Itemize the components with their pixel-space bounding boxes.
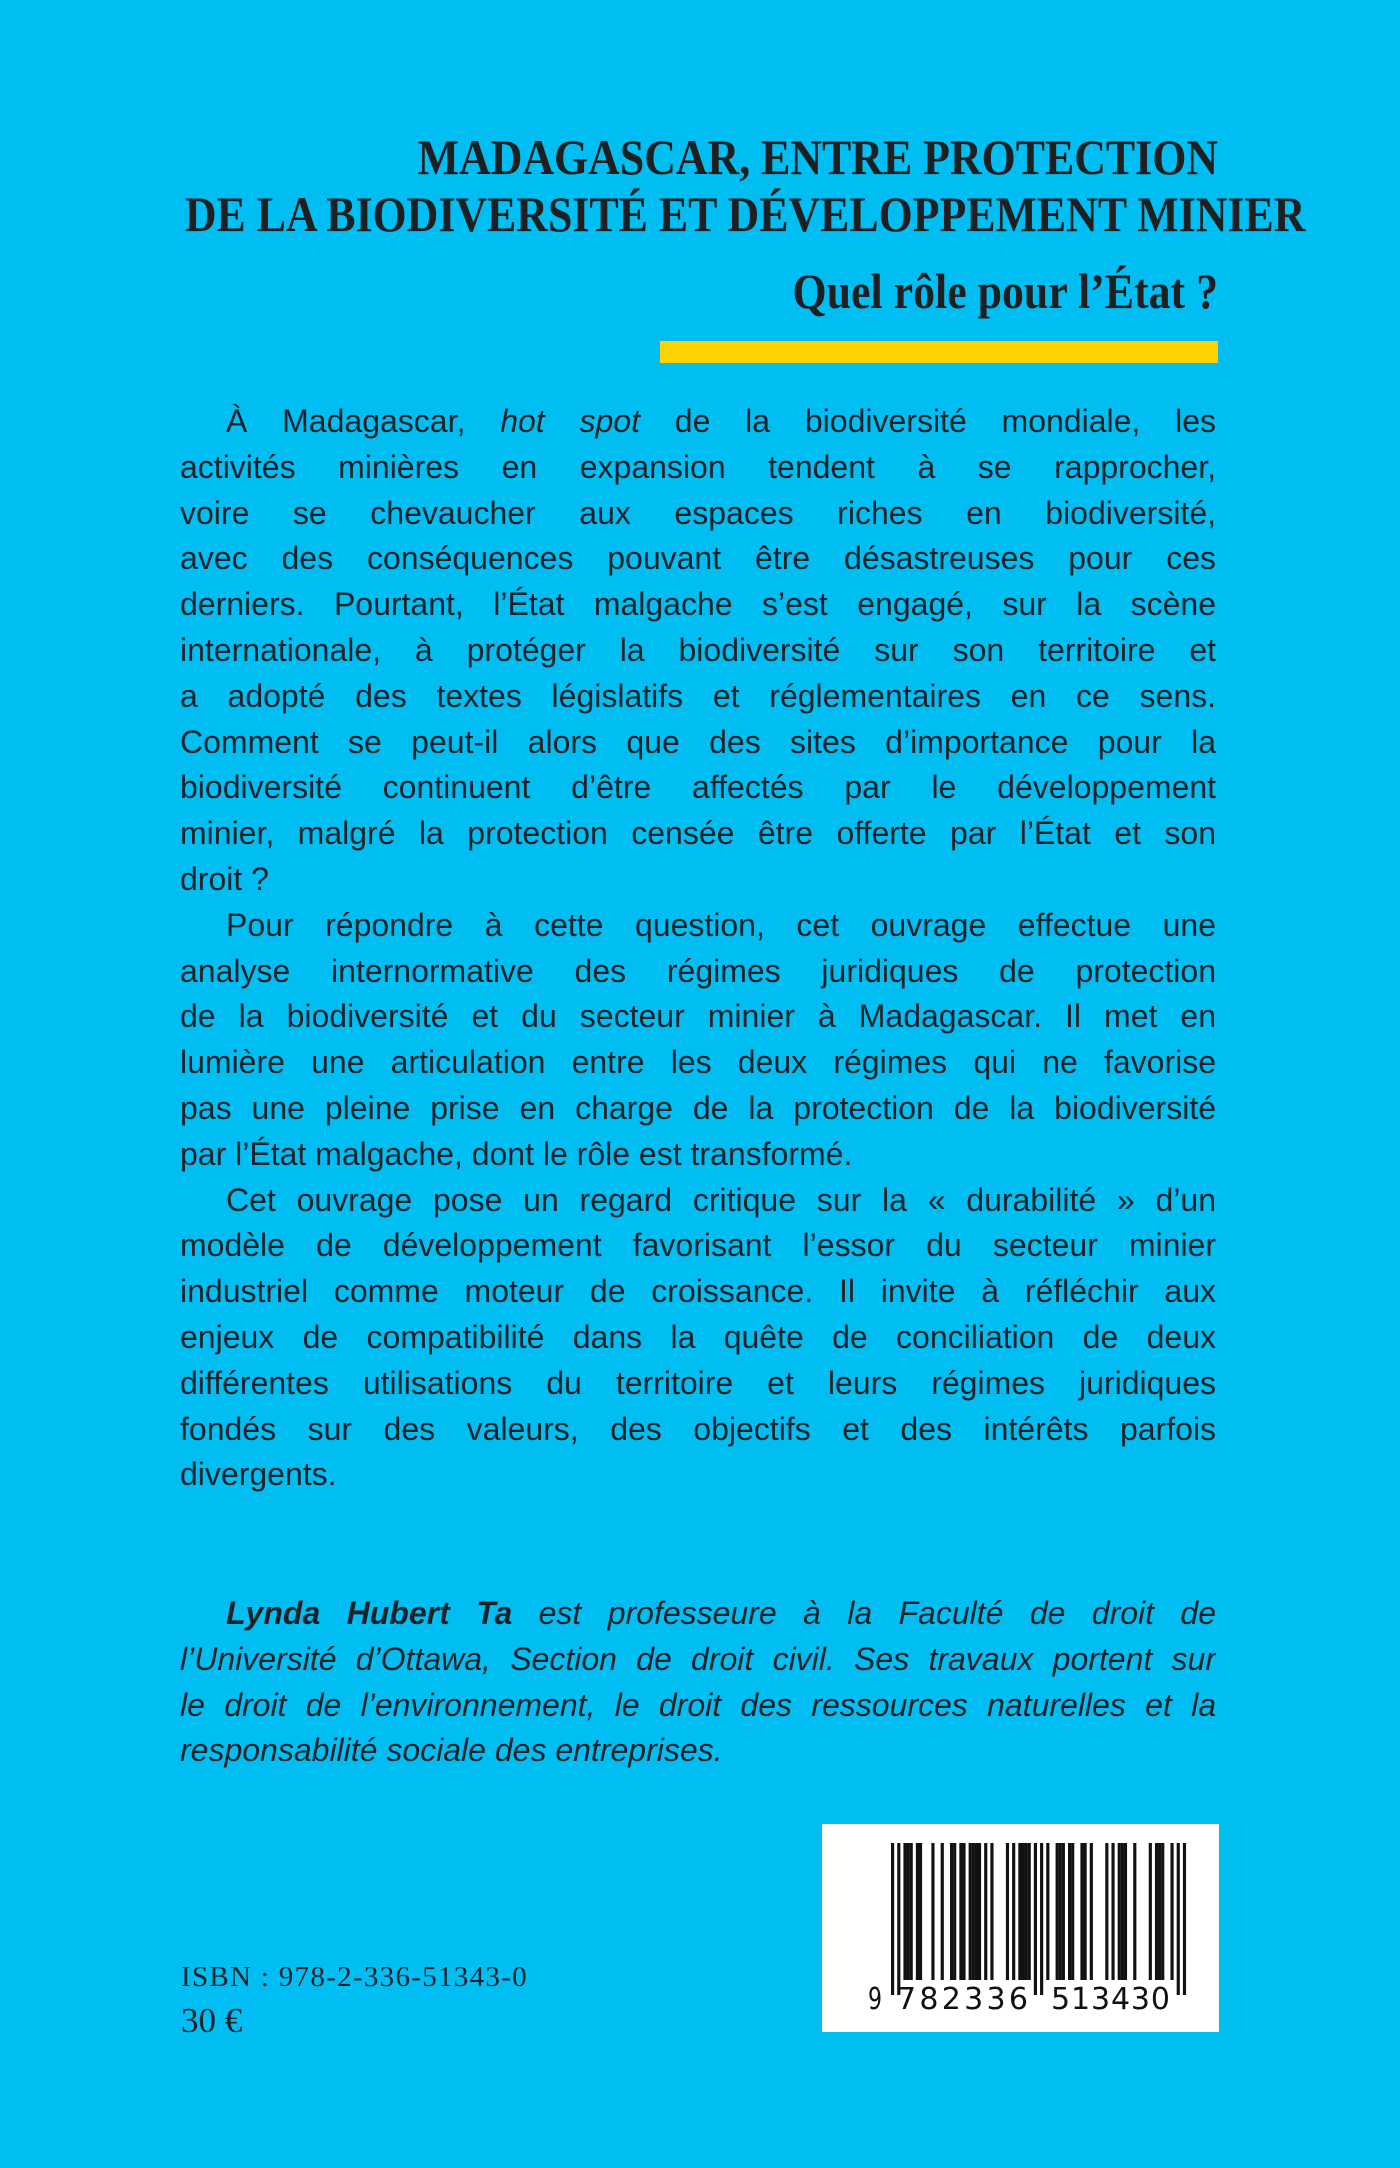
barcode-bar <box>916 1843 919 1980</box>
summary-paragraph <box>180 903 1216 1178</box>
barcode-bar <box>1018 1843 1021 1980</box>
barcode-bar <box>1071 1843 1074 1980</box>
bio-line <box>180 1591 1216 1637</box>
isbn-label: ISBN : 978-2-336-51343-0 <box>181 1961 528 1993</box>
summary-line: différentes utilisations du territoire et leurs régimes juridiques <box>180 1364 1216 1401</box>
book-title <box>40 128 1306 243</box>
barcode-bar <box>969 1843 972 1980</box>
barcode <box>822 1824 1219 2032</box>
barcode-bar <box>1062 1843 1065 1980</box>
barcode-bar <box>962 1843 965 1980</box>
barcode-bar <box>1118 1843 1121 1980</box>
price-label: 30 € <box>181 2001 243 2040</box>
summary-line <box>180 399 1216 445</box>
barcode-bar <box>891 1843 894 1995</box>
barcode-bar <box>941 1843 944 1980</box>
barcode-bar <box>1040 1843 1043 1995</box>
barcode-bar <box>1105 1843 1108 1980</box>
barcode-bar <box>1149 1843 1152 1980</box>
summary-line: Comment se peut-il alors que des sites d’importance pour la <box>180 723 1216 760</box>
summary-line: industriel comme moteur de croissance. Il invite à réfléchir aux <box>180 1273 1216 1310</box>
summary-line: activités minières en expansion tendent à se rapprocher, <box>180 448 1216 485</box>
barcode-bar <box>1028 1843 1031 1980</box>
bio-line: responsabilité sociale des entreprises. <box>180 1732 723 1769</box>
barcode-bar <box>1034 1843 1037 1995</box>
emphasis-text: hot spot <box>500 403 640 439</box>
barcode-bar <box>1183 1843 1186 1995</box>
title-line: MADAGASCAR, ENTRE PROTECTION <box>417 128 1218 185</box>
summary-line: a adopté des textes législatifs et réglementaires en ce sens. <box>180 677 1216 714</box>
bio-line: l’Université d’Ottawa, Section de droit civil. Ses travaux portent sur <box>180 1640 1216 1677</box>
summary-line: enjeux de compatibilité dans la quête de conciliation de deux <box>180 1318 1216 1355</box>
summary-line: avec des conséquences pouvant être désastreuses pour ces <box>180 540 1216 577</box>
barcode-bar <box>1111 1843 1114 1980</box>
summary-line: analyse internormative des régimes juridiques de protection <box>180 952 1216 989</box>
barcode-bar <box>903 1843 906 1980</box>
summary-line: lumière une articulation entre les deux régimes qui ne favorise <box>180 1044 1216 1081</box>
subtitle-block <box>40 263 1218 320</box>
barcode-bar <box>950 1843 953 1980</box>
barcode-bar <box>972 1843 975 1980</box>
summary-line: voire se chevaucher aux espaces riches en biodiversité, <box>180 494 1216 531</box>
barcode-bar <box>1012 1843 1015 1980</box>
summary-paragraph <box>180 1178 1216 1499</box>
summary-line: minier, malgré la protection censée être offerte par l’État et son <box>180 815 1216 852</box>
summary-paragraph <box>180 399 1216 903</box>
barcode-bar <box>959 1843 962 1980</box>
barcode-right-digits: 513430 <box>1051 1982 1170 2017</box>
barcode-bar <box>1006 1843 1009 1980</box>
author-name: Lynda Hubert Ta <box>226 1595 513 1631</box>
summary-line: biodiversité continuent d’être affectés par le développement <box>180 769 1216 806</box>
text-segment: À Madagascar, <box>226 403 501 439</box>
author-bio <box>180 1591 1216 1774</box>
text-segment: de la biodiversité mondiale, les <box>639 403 1216 439</box>
summary-line: par l’État malgache, dont le rôle est transformé. <box>180 1135 853 1172</box>
barcode-bar <box>1177 1843 1180 1995</box>
summary-line: Cet ouvrage pose un regard critique sur la « durabilité » d’un <box>226 1181 1216 1218</box>
barcode-bar <box>1025 1843 1028 1980</box>
accent-bar <box>660 341 1218 363</box>
summary-line: droit ? <box>180 860 269 897</box>
book-subtitle: Quel rôle pour l’État ? <box>792 262 1218 319</box>
barcode-bar <box>953 1843 956 1980</box>
title-line: DE LA BIODIVERSITÉ ET DÉVELOPPEMENT MINIER <box>184 185 1306 242</box>
barcode-bar <box>1059 1843 1062 1980</box>
barcode-bar <box>1056 1843 1059 1980</box>
bio-line: le droit de l’environnement, le droit des ressources naturelles et la <box>180 1686 1216 1723</box>
barcode-lead-digit: 9 <box>868 1982 882 2017</box>
summary-line: pas une pleine prise en charge de la protection de la biodiversité <box>180 1089 1216 1126</box>
barcode-bar <box>1021 1843 1024 1980</box>
barcode-bar <box>1124 1843 1127 1980</box>
barcode-bar <box>1155 1843 1158 1980</box>
summary-line: internationale, à protéger la biodiversité sur son territoire et <box>180 631 1216 668</box>
summary-line: derniers. Pourtant, l’État malgache s’est engagé, sur la scène <box>180 586 1216 623</box>
barcode-bars <box>891 1843 1186 1995</box>
barcode-bar <box>1084 1843 1087 1980</box>
summary-line: divergents. <box>180 1456 337 1493</box>
barcode-bar <box>1161 1843 1164 1980</box>
summary-line: Pour répondre à cette question, cet ouvrage effectue une <box>226 906 1216 943</box>
bio-paragraph <box>180 1591 1216 1774</box>
barcode-bar <box>990 1843 993 1980</box>
barcode-bar <box>1090 1843 1093 1980</box>
barcode-bar <box>919 1843 922 1980</box>
summary-line: modèle de développement favorisant l’essor du secteur minier <box>180 1227 1216 1264</box>
barcode-bar <box>907 1843 910 1980</box>
summary-text <box>180 399 1216 1498</box>
barcode-bar <box>931 1843 934 1980</box>
barcode-bar <box>984 1843 987 1980</box>
barcode-bar <box>910 1843 913 1980</box>
barcode-bar <box>1068 1843 1071 1980</box>
barcode-bar <box>1170 1843 1173 1980</box>
barcode-bar <box>1080 1843 1083 1980</box>
barcode-bar <box>1158 1843 1161 1980</box>
barcode-bar <box>975 1843 978 1980</box>
barcode-bar <box>1121 1843 1124 1980</box>
summary-line: de la biodiversité et du secteur minier à Madagascar. Il met en <box>180 998 1216 1035</box>
text-segment: est professeure à la Faculté de droit de <box>512 1595 1216 1631</box>
barcode-bar <box>1133 1843 1136 1980</box>
barcode-graphic <box>822 1824 1219 2032</box>
summary-line: fondés sur des valeurs, des objectifs et des intérêts parfois <box>180 1410 1216 1447</box>
barcode-left-digits: 782336 <box>897 1982 1028 2017</box>
barcode-bar <box>978 1843 981 1980</box>
barcode-bar <box>897 1843 900 1995</box>
barcode-bar <box>1046 1843 1049 1980</box>
